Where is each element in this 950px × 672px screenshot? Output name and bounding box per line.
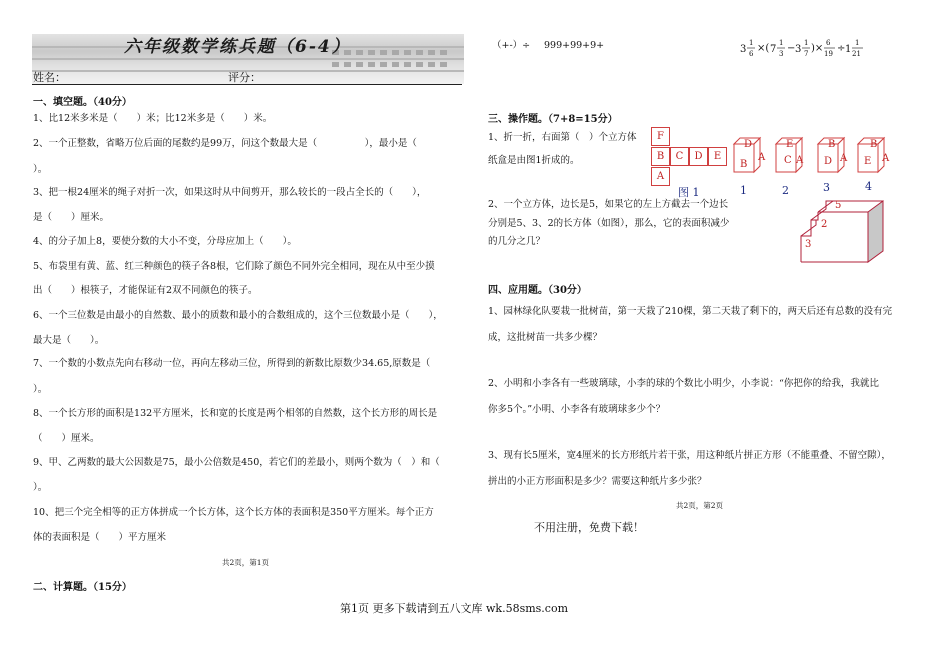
expr-d-num: 6	[826, 39, 831, 47]
expr-c-whole: 3	[795, 44, 802, 55]
question-7-line-1: 7、一个数的小数点先向右移动一位，再向左移动三位，所得到的新数比原数少34.65,原数是（	[33, 358, 431, 369]
net-face-f: F	[651, 127, 670, 146]
svg-text:×(: ×(	[757, 43, 770, 54]
svg-text:−: −	[787, 43, 796, 54]
cube-number-3: 3	[823, 181, 830, 194]
expr-a-num: 1	[749, 39, 754, 47]
svg-text:÷: ÷	[837, 43, 846, 54]
cube-3-front: D	[824, 156, 833, 167]
application-3-line-1: 3、现有长5厘米，宽4厘米的长方形纸片若干张，用这种纸片拼正方形（不能重叠、不留空隙），	[488, 450, 891, 461]
question-10-line-1: 10、把三个完全相等的正方体拼成一个长方体，这个长方体的表面积是350平方厘米。每个正方	[33, 507, 434, 518]
page-title: 六年级数学练兵题（6-4）	[124, 37, 351, 57]
operation-2-line-1: 2、一个立方体，边长是5，如果它的左上方截去一个边长	[488, 199, 729, 210]
question-2-line-2: ）。	[33, 164, 48, 175]
section-operation: 三、操作题。（7+8=15分）	[488, 114, 618, 125]
cube-number-1: 1	[740, 184, 747, 197]
expr-d-den: 19	[824, 50, 833, 58]
score-label: 评分：	[228, 71, 261, 84]
download-footer: 第1页 更多下载请到五八文库 wk.58sms.com	[340, 602, 568, 615]
calc-expression-1: （+-）÷	[492, 40, 531, 51]
expr-e-den: 21	[852, 50, 861, 58]
cube-2-front: C	[784, 155, 792, 166]
expr-c-den: 7	[804, 50, 809, 58]
svg-text:)×: )×	[811, 43, 824, 54]
name-underline	[32, 84, 462, 85]
net-face-b: B	[651, 147, 670, 166]
section-application: 四、应用题。（30分）	[488, 285, 587, 296]
box-label-2: 2	[821, 219, 828, 230]
cube-4-top: B	[870, 139, 878, 150]
promo-text: 不用注册，免费下载！	[534, 521, 644, 534]
net-face-a: A	[651, 167, 670, 186]
box-label-3: 3	[805, 239, 812, 250]
operation-2-line-2: 分别是5、3、2的长方体（如图），那么，它的表面积减少	[488, 218, 730, 229]
operation-2-line-3: 的几分之几？	[488, 236, 546, 247]
question-6-line-1: 6、一个三位数是由最小的自然数、最小的质数和最小的合数组成的，这个三位数最小是（ ），	[33, 310, 443, 321]
question-5-line-2: 出（ ）根筷子，才能保证有2双不同颜色的筷子。	[33, 285, 258, 296]
net-face-c: C	[670, 147, 689, 166]
cube-3-side: A	[840, 153, 848, 164]
question-9-line-2: ）。	[33, 482, 48, 493]
name-label: 姓名：	[33, 71, 66, 84]
application-1-line-2: 成，这批树苗一共多少棵？	[488, 332, 603, 343]
expr-a-den: 6	[749, 50, 754, 58]
section-fill-blank: 一、填空题。（40分）	[33, 97, 132, 108]
cube-4-front: E	[864, 156, 872, 167]
expr-b-whole: 7	[770, 44, 777, 55]
net-face-e: E	[708, 147, 727, 166]
cube-3-top: B	[828, 139, 836, 150]
question-3-line-1: 3、把一根24厘米的绳子对折一次，如果这时从中间剪开，那么较长的一段占全长的（ ），	[33, 187, 427, 198]
cube-2-side: A	[796, 155, 804, 166]
question-7-line-2: ）。	[33, 384, 48, 395]
question-8-line-1: 8、一个长方形的面积是132平方厘米，长和宽的长度是两个相邻的自然数，这个长方形的周长是	[33, 408, 438, 419]
question-4: 4、的分子加上8，要使分数的大小不变，分母应加上（ ）。	[33, 236, 297, 247]
expr-c-num: 1	[804, 39, 809, 47]
calc-expression-2: 999+99+9+	[544, 40, 605, 51]
page-footer-1: 共2页，第1页	[222, 558, 270, 567]
section-calculation: 二、计算题。（15分）	[33, 582, 132, 593]
cube-net-figure	[651, 127, 731, 187]
cube-options	[730, 134, 900, 180]
cube-number-4: 4	[865, 180, 872, 193]
question-9-line-1: 9、甲、乙两数的最大公因数是75，最小公倍数是450，若它们的差最小，则两个数为（ ）和（	[33, 457, 440, 468]
question-6-line-2: 最大是（ ）。	[33, 335, 105, 346]
expr-b-den: 3	[779, 50, 784, 58]
expr-a-whole: 3	[740, 44, 747, 55]
box-label-5: 5	[835, 200, 842, 211]
mixed-fraction-expression	[738, 34, 866, 64]
question-2-line-1: 2、一个正整数，省略万位后面的尾数约是99万，问这个数最大是（ ），最小是（	[33, 138, 417, 149]
question-10-line-2: 体的表面积是（ ）平方厘米	[33, 532, 167, 543]
cut-box-figure	[793, 196, 893, 268]
expr-b-num: 1	[779, 39, 784, 47]
operation-1-line-1: 1、折一折，右面第（ ）个立方体	[488, 132, 637, 143]
application-2-line-2: 你多5个。”小明、小李各有玻璃球多少个？	[488, 404, 666, 415]
expr-e-whole: 1	[845, 44, 852, 55]
cube-1-side: A	[758, 152, 766, 163]
expr-e-num: 1	[855, 39, 860, 47]
application-1-line-1: 1、园林绿化队要栽一批树苗，第一天栽了210棵，第二天栽了剩下的，两天后还有总数的没有完	[488, 306, 893, 317]
figure-1-caption: 图 1	[678, 186, 700, 199]
cube-number-2: 2	[782, 184, 789, 197]
application-3-line-2: 拼出的小正方形面积是多少？需要这种纸片多少张？	[488, 476, 707, 487]
cube-4-side: A	[882, 153, 890, 164]
question-5-line-1: 5、布袋里有黄、蓝、红三种颜色的筷子各8根，它们除了颜色不同外完全相同，现在从中至少摸	[33, 261, 435, 272]
cube-1-top: D	[744, 139, 753, 150]
cube-2-top: E	[786, 139, 794, 150]
page-footer-2: 共2页，第2页	[676, 501, 724, 510]
application-2-line-1: 2、小明和小李各有一些玻璃球，小李的球的个数比小明少，小李说：“你把你的给我，我就比	[488, 378, 879, 389]
question-3-line-2: 是（ ）厘米。	[33, 212, 110, 223]
net-face-d: D	[689, 147, 708, 166]
question-8-line-2: （ ）厘米。	[33, 433, 100, 444]
operation-1-line-2: 纸盒是由图1折成的。	[488, 155, 580, 166]
cube-1-front: B	[740, 159, 748, 170]
question-1: 1、比12米多米是（ ）米；比12米多是（ ）米。	[33, 113, 273, 124]
